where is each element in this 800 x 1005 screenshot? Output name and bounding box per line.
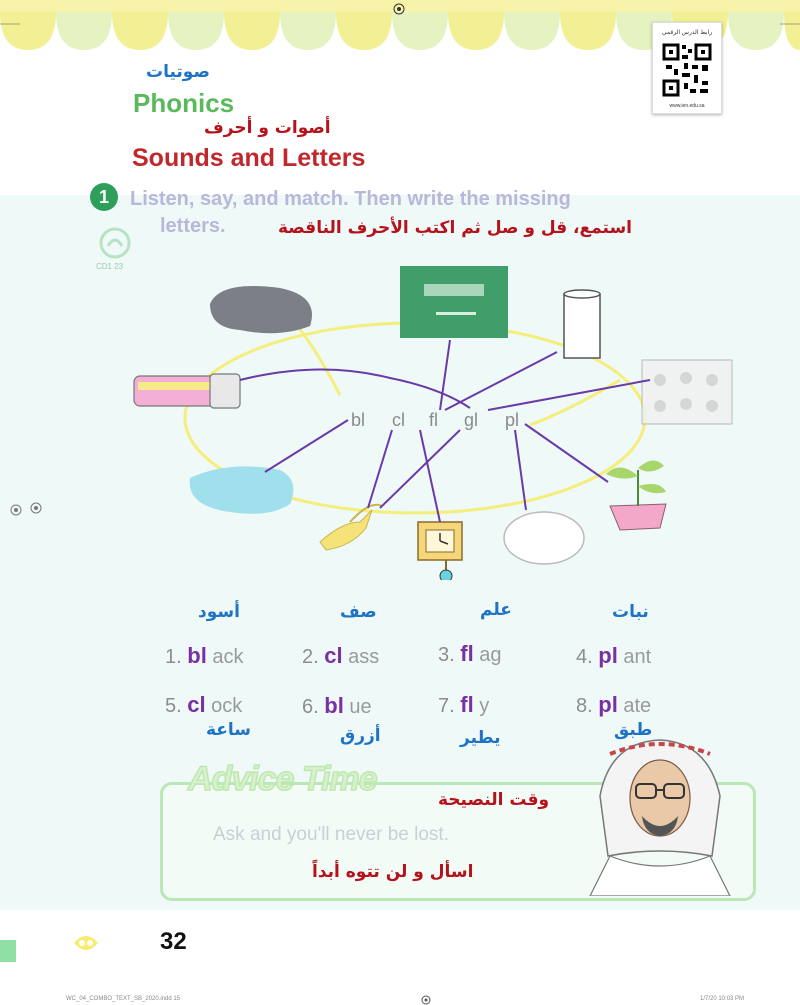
blue-blob-picture [190,466,294,513]
cluster-label-pl: pl [505,410,520,430]
page-tab-marker [0,940,16,962]
activity-number-badge: 1 [90,183,118,211]
flag-picture [400,266,508,338]
arabic-label-fly: يطير [460,728,501,748]
qr-url: www.ien.edu.sa [669,103,705,109]
audio-cd-icon[interactable] [98,226,132,260]
cluster-label-bl: bl [351,410,366,430]
qr-code-card[interactable] [652,22,722,114]
sounds-title: Sounds and Letters [132,144,366,172]
footer-right: 1/7/20 10:03 PM [700,996,745,1002]
audio-track-label: CD1 23 [96,262,124,271]
answer-letters[interactable]: bl [324,693,344,718]
phonics-arabic-title: صوتيات [146,62,210,82]
page-number: 32 [160,928,187,955]
cluster-label-gl: gl [464,410,479,430]
exercise-item-2: 2. cl ass [302,643,380,668]
arabic-label-plate: طبق [614,720,653,740]
answer-letters[interactable]: fl [460,641,474,666]
exercise-item-7: 7. fl y [438,692,490,717]
exercise-item-3: 3. fl ag [438,641,502,666]
arabic-label-black: أسود [198,602,240,622]
answer-letters[interactable]: fl [460,692,474,717]
exercise-item-6: 6. bl ue [302,693,372,718]
plate-picture [504,512,584,564]
advice-title-arabic: وقت النصيحة [438,790,550,810]
answer-letters[interactable]: cl [187,692,206,717]
match-lines [240,340,650,522]
answer-letters[interactable]: pl [598,643,618,668]
plant-picture [606,460,666,530]
registration-mark-bottom-icon [420,994,432,1005]
instruction-arabic: استمع، قل و صل ثم اكتب الأحرف الناقصة [278,218,633,238]
exercise-item-1: 1. bl ack [165,643,244,668]
cluster-label-fl: fl [429,410,438,430]
matching-diagram [120,260,735,580]
exercise-item-5: 5. cl ock [165,692,243,717]
qr-code-icon [662,41,712,99]
arabic-label-blue: أزرق [340,726,381,746]
arabic-label-clock: ساعة [206,720,252,740]
arabic-label-plant: نبات [612,602,649,622]
advice-title: Advice Time [188,760,377,798]
arabic-label-class: صف [340,602,377,622]
qr-title: رابط الدرس الرقمي [661,30,713,36]
glass-picture [564,290,600,358]
sounds-arabic-title: أصوات و أحرف [204,118,331,138]
black-blob-picture [210,286,312,333]
teacher-illustration [580,736,740,896]
glue-stick-picture [134,374,240,408]
exercise-item-8: 8. pl ate [576,692,652,717]
answer-letters[interactable]: cl [324,643,343,668]
exercise-item-4: 4. pl ant [576,643,652,668]
logo-icon [68,925,104,961]
instruction-line-2: letters. [160,215,226,237]
clock-picture [418,522,462,580]
phonics-title: Phonics [133,88,235,118]
advice-text: Ask and you'll never be lost. [213,824,449,845]
advice-text-arabic: اسأل و لن تتوه أبداً [312,862,474,882]
instruction-line-1: Listen, say, and match. Then write the missing [130,188,571,210]
cluster-label-cl: cl [392,410,405,430]
answer-letters[interactable]: bl [187,643,207,668]
answer-letters[interactable]: pl [598,692,618,717]
registration-mark-icon [6,500,46,520]
classroom-picture [642,360,732,424]
arabic-label-flag: علم [480,600,512,620]
footer-left: WC_04_COMBO_TEXT_SB_2020.indd 15 [66,996,181,1002]
